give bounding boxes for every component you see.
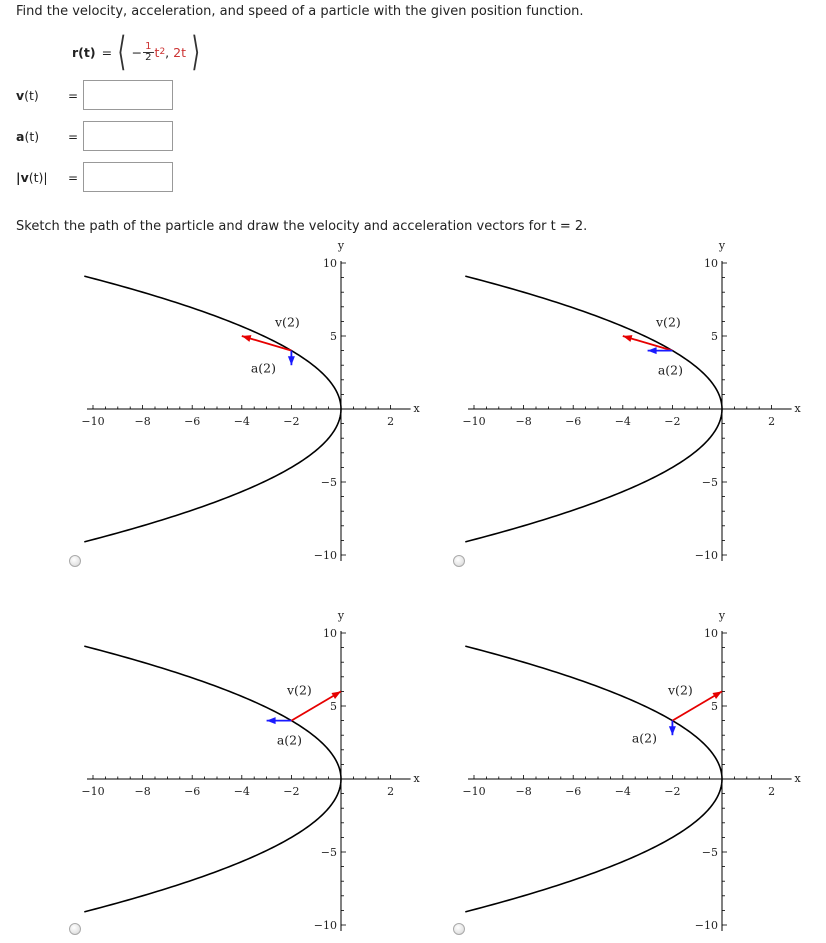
right-angle-bracket: ⟩	[191, 29, 201, 75]
y-tick-label: −10	[313, 549, 337, 562]
y-tick-label: 5	[711, 700, 718, 713]
y-tick-label: 10	[323, 627, 337, 640]
x-tick-label: 2	[768, 785, 776, 798]
question-prompt: Find the velocity, acceleration, and speed of a particle with the given position function.	[16, 4, 584, 19]
sketch-prompt: Sketch the path of the particle and draw the velocity and acceleration vectors for t = 2.	[16, 219, 588, 234]
component-separator: ,	[165, 44, 170, 60]
x-axis-label: x	[794, 772, 801, 785]
acceleration-label: a(2)	[631, 730, 657, 746]
y-tick-label: −10	[694, 549, 718, 562]
y-tick-label: 5	[711, 330, 718, 343]
x-tick-label: −8	[134, 785, 151, 798]
x-tick-label: −6	[184, 415, 201, 428]
x-tick-label: −2	[664, 415, 681, 428]
y-tick-label: 5	[330, 700, 337, 713]
fraction-numerator: 1	[145, 40, 152, 52]
y-tick-label: 10	[704, 257, 718, 270]
x-tick-label: −8	[515, 785, 532, 798]
chart-1	[81, 239, 420, 562]
acceleration-vector-head	[288, 356, 295, 365]
x-tick-label: −6	[565, 415, 582, 428]
x-axis-label: x	[413, 772, 420, 785]
x-tick-label: −6	[565, 785, 582, 798]
acceleration-vector-head	[669, 726, 676, 735]
second-component: 2t	[173, 44, 187, 60]
chart-3	[81, 609, 420, 932]
y-tick-label: −5	[701, 476, 718, 489]
x-tick-label: −2	[283, 785, 300, 798]
x-tick-label: 2	[387, 785, 395, 798]
option-1-radio[interactable]	[69, 555, 81, 567]
y-tick-label: −10	[694, 919, 718, 932]
velocity-equals: =	[68, 89, 79, 103]
velocity-vector-head	[623, 335, 633, 342]
option-4-radio[interactable]	[453, 923, 465, 935]
left-angle-bracket: ⟨	[117, 29, 127, 75]
velocity-label: v(2)	[287, 682, 312, 698]
velocity-label: v(2)	[668, 682, 693, 698]
y-tick-label: 10	[323, 257, 337, 270]
acceleration-label: a(2)	[657, 362, 683, 378]
acceleration-label: a(2)	[250, 360, 276, 376]
option-2-radio[interactable]	[453, 555, 465, 567]
velocity-vector-head	[712, 691, 722, 699]
y-tick-label: −10	[313, 919, 337, 932]
x-tick-label: −10	[462, 785, 486, 798]
y-tick-label: −5	[701, 846, 718, 859]
x-tick-label: −4	[614, 415, 631, 428]
x-axis-label: x	[794, 402, 801, 415]
acceleration-label: a(2)	[276, 732, 302, 748]
x-tick-label: −2	[664, 785, 681, 798]
x-axis-label: x	[413, 402, 420, 415]
x-tick-label: −8	[515, 415, 532, 428]
acceleration-equals: =	[68, 130, 79, 144]
x-tick-label: −4	[233, 785, 250, 798]
acceleration-label: a(t)	[16, 129, 40, 144]
option-3-radio[interactable]	[69, 923, 81, 935]
speed-label: |v(t)|	[16, 170, 48, 185]
fraction-denominator: 2	[145, 51, 152, 63]
x-tick-label: 2	[387, 415, 395, 428]
acceleration-vector-head	[267, 717, 276, 724]
x-tick-label: −6	[184, 785, 201, 798]
velocity-vector-head	[331, 691, 341, 699]
y-axis-label: y	[718, 239, 726, 252]
y-tick-label: −5	[320, 846, 337, 859]
speed-equals: =	[68, 171, 79, 185]
chart-4	[462, 609, 801, 932]
y-axis-label: y	[718, 609, 726, 622]
acceleration-vector-head	[648, 347, 657, 354]
velocity-label: v(2)	[275, 314, 300, 330]
y-tick-label: 10	[704, 627, 718, 640]
x-tick-label: −2	[283, 415, 300, 428]
neg-sign: −	[131, 44, 143, 60]
x-tick-label: −4	[233, 415, 250, 428]
velocity-label: v(t)	[16, 88, 39, 103]
y-axis-label: y	[337, 609, 345, 622]
t-variable: t	[154, 44, 160, 60]
y-axis-label: y	[337, 239, 345, 252]
x-tick-label: −10	[81, 415, 105, 428]
velocity-vector-head	[242, 335, 252, 342]
position-equals: =	[101, 44, 113, 60]
x-tick-label: −4	[614, 785, 631, 798]
y-tick-label: 5	[330, 330, 337, 343]
x-tick-label: 2	[768, 415, 776, 428]
x-tick-label: −10	[81, 785, 105, 798]
exponent: 2	[159, 47, 166, 57]
x-tick-label: −8	[134, 415, 151, 428]
position-label: r(t)	[72, 44, 96, 60]
velocity-label: v(2)	[656, 314, 681, 330]
x-tick-label: −10	[462, 415, 486, 428]
chart-2	[462, 239, 801, 562]
y-tick-label: −5	[320, 476, 337, 489]
